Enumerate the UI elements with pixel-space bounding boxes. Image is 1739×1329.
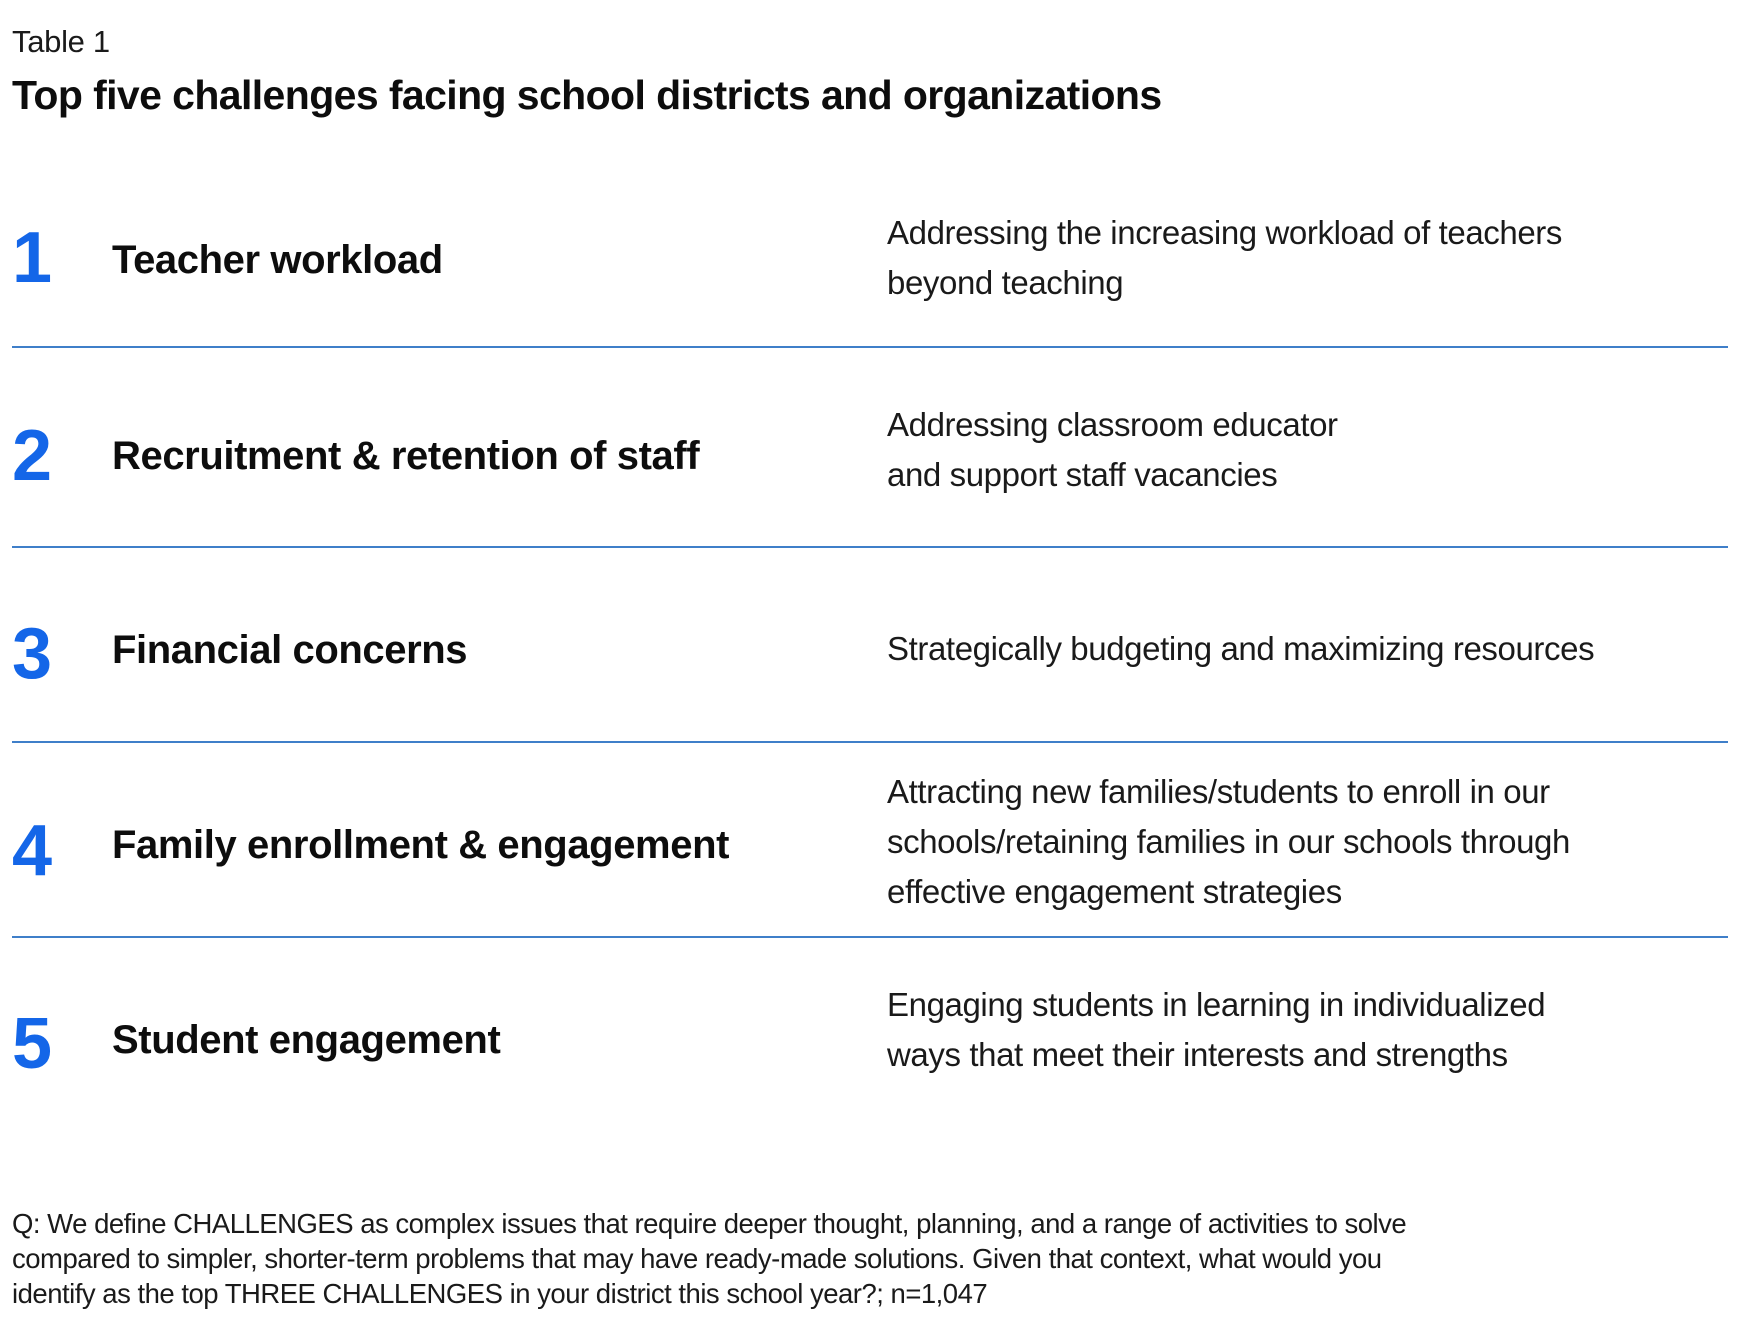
description-line: Attracting new families/students to enroll in our <box>887 773 1550 810</box>
challenge-name: Teacher workload <box>112 238 443 282</box>
table-row-1 <box>12 180 1728 348</box>
table-row-4 <box>12 743 1728 938</box>
table-row-5 <box>12 938 1728 1138</box>
description-line: ways that meet their interests and strengths <box>887 1036 1508 1073</box>
challenge-name: Student engagement <box>112 1018 501 1062</box>
footnote-line: identify as the top THREE CHALLENGES in your district this school year?; n=1,047 <box>12 1278 988 1309</box>
table-row-3 <box>12 548 1728 743</box>
challenge-description <box>887 767 1727 917</box>
description-line: and support staff vacancies <box>887 456 1278 493</box>
table-label: Table 1 <box>12 24 110 59</box>
rank-number: 1 <box>12 218 52 298</box>
challenge-description <box>887 400 1727 500</box>
challenge-description <box>887 980 1727 1080</box>
rank-number: 5 <box>12 1004 52 1084</box>
challenge-description <box>887 208 1727 308</box>
description-line: schools/retaining families in our schools through <box>887 823 1570 860</box>
description-line: Addressing classroom educator <box>887 406 1338 443</box>
description-line: Addressing the increasing workload of teachers <box>887 214 1562 251</box>
challenge-name: Family enrollment & engagement <box>112 823 730 867</box>
description-line: effective engagement strategies <box>887 873 1342 910</box>
rank-number: 2 <box>12 416 52 496</box>
challenge-name: Recruitment & retention of staff <box>112 434 700 478</box>
challenge-name: Financial concerns <box>112 628 468 672</box>
table-row-2 <box>12 348 1728 548</box>
description-line: Strategically budgeting and maximizing resources <box>887 630 1595 667</box>
rank-number: 3 <box>12 614 52 694</box>
table-title: Top five challenges facing school districts and organizations <box>12 72 1162 118</box>
footnote-line: compared to simpler, shorter-term problems that may have ready-made solutions. Given that context, what would you <box>12 1243 1382 1274</box>
challenge-description <box>887 624 1727 674</box>
description-line: Engaging students in learning in individualized <box>887 986 1546 1023</box>
footnote-line: Q: We define CHALLENGES as complex issues that require deeper thought, planning, and a range of activities to solve <box>12 1208 1407 1239</box>
rank-number: 4 <box>12 811 52 891</box>
survey-footnote <box>12 1206 1728 1311</box>
description-line: beyond teaching <box>887 264 1124 301</box>
